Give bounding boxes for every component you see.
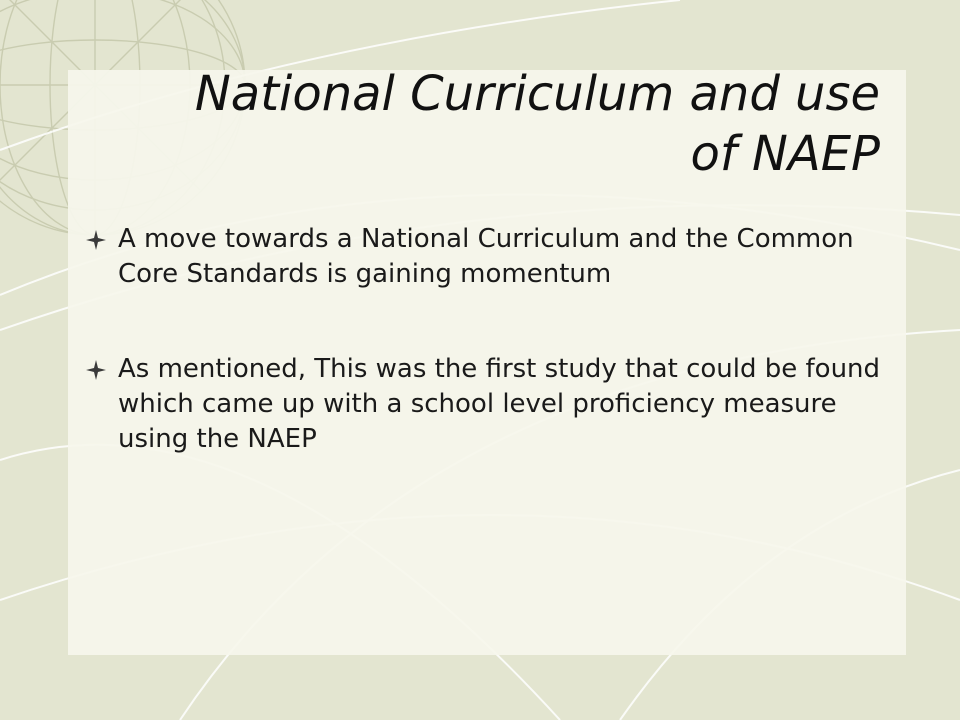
bullet-text: A move towards a National Curriculum and the Common Core Standards is gaining momentum bbox=[118, 224, 854, 289]
four-point-star-icon bbox=[86, 360, 106, 380]
bullet-item bbox=[84, 352, 884, 457]
slide-title-line-2: of NAEP bbox=[690, 126, 880, 182]
four-point-star-icon bbox=[86, 230, 106, 250]
slide-title-line-1: National Curriculum and use bbox=[194, 66, 880, 122]
bullet-list bbox=[84, 222, 884, 457]
bullet-item bbox=[84, 222, 884, 292]
slide-title bbox=[110, 64, 880, 184]
bullet-text: As mentioned, This was the first study that could be found which came up with a school level proficiency measure using the NAEP bbox=[118, 354, 881, 454]
